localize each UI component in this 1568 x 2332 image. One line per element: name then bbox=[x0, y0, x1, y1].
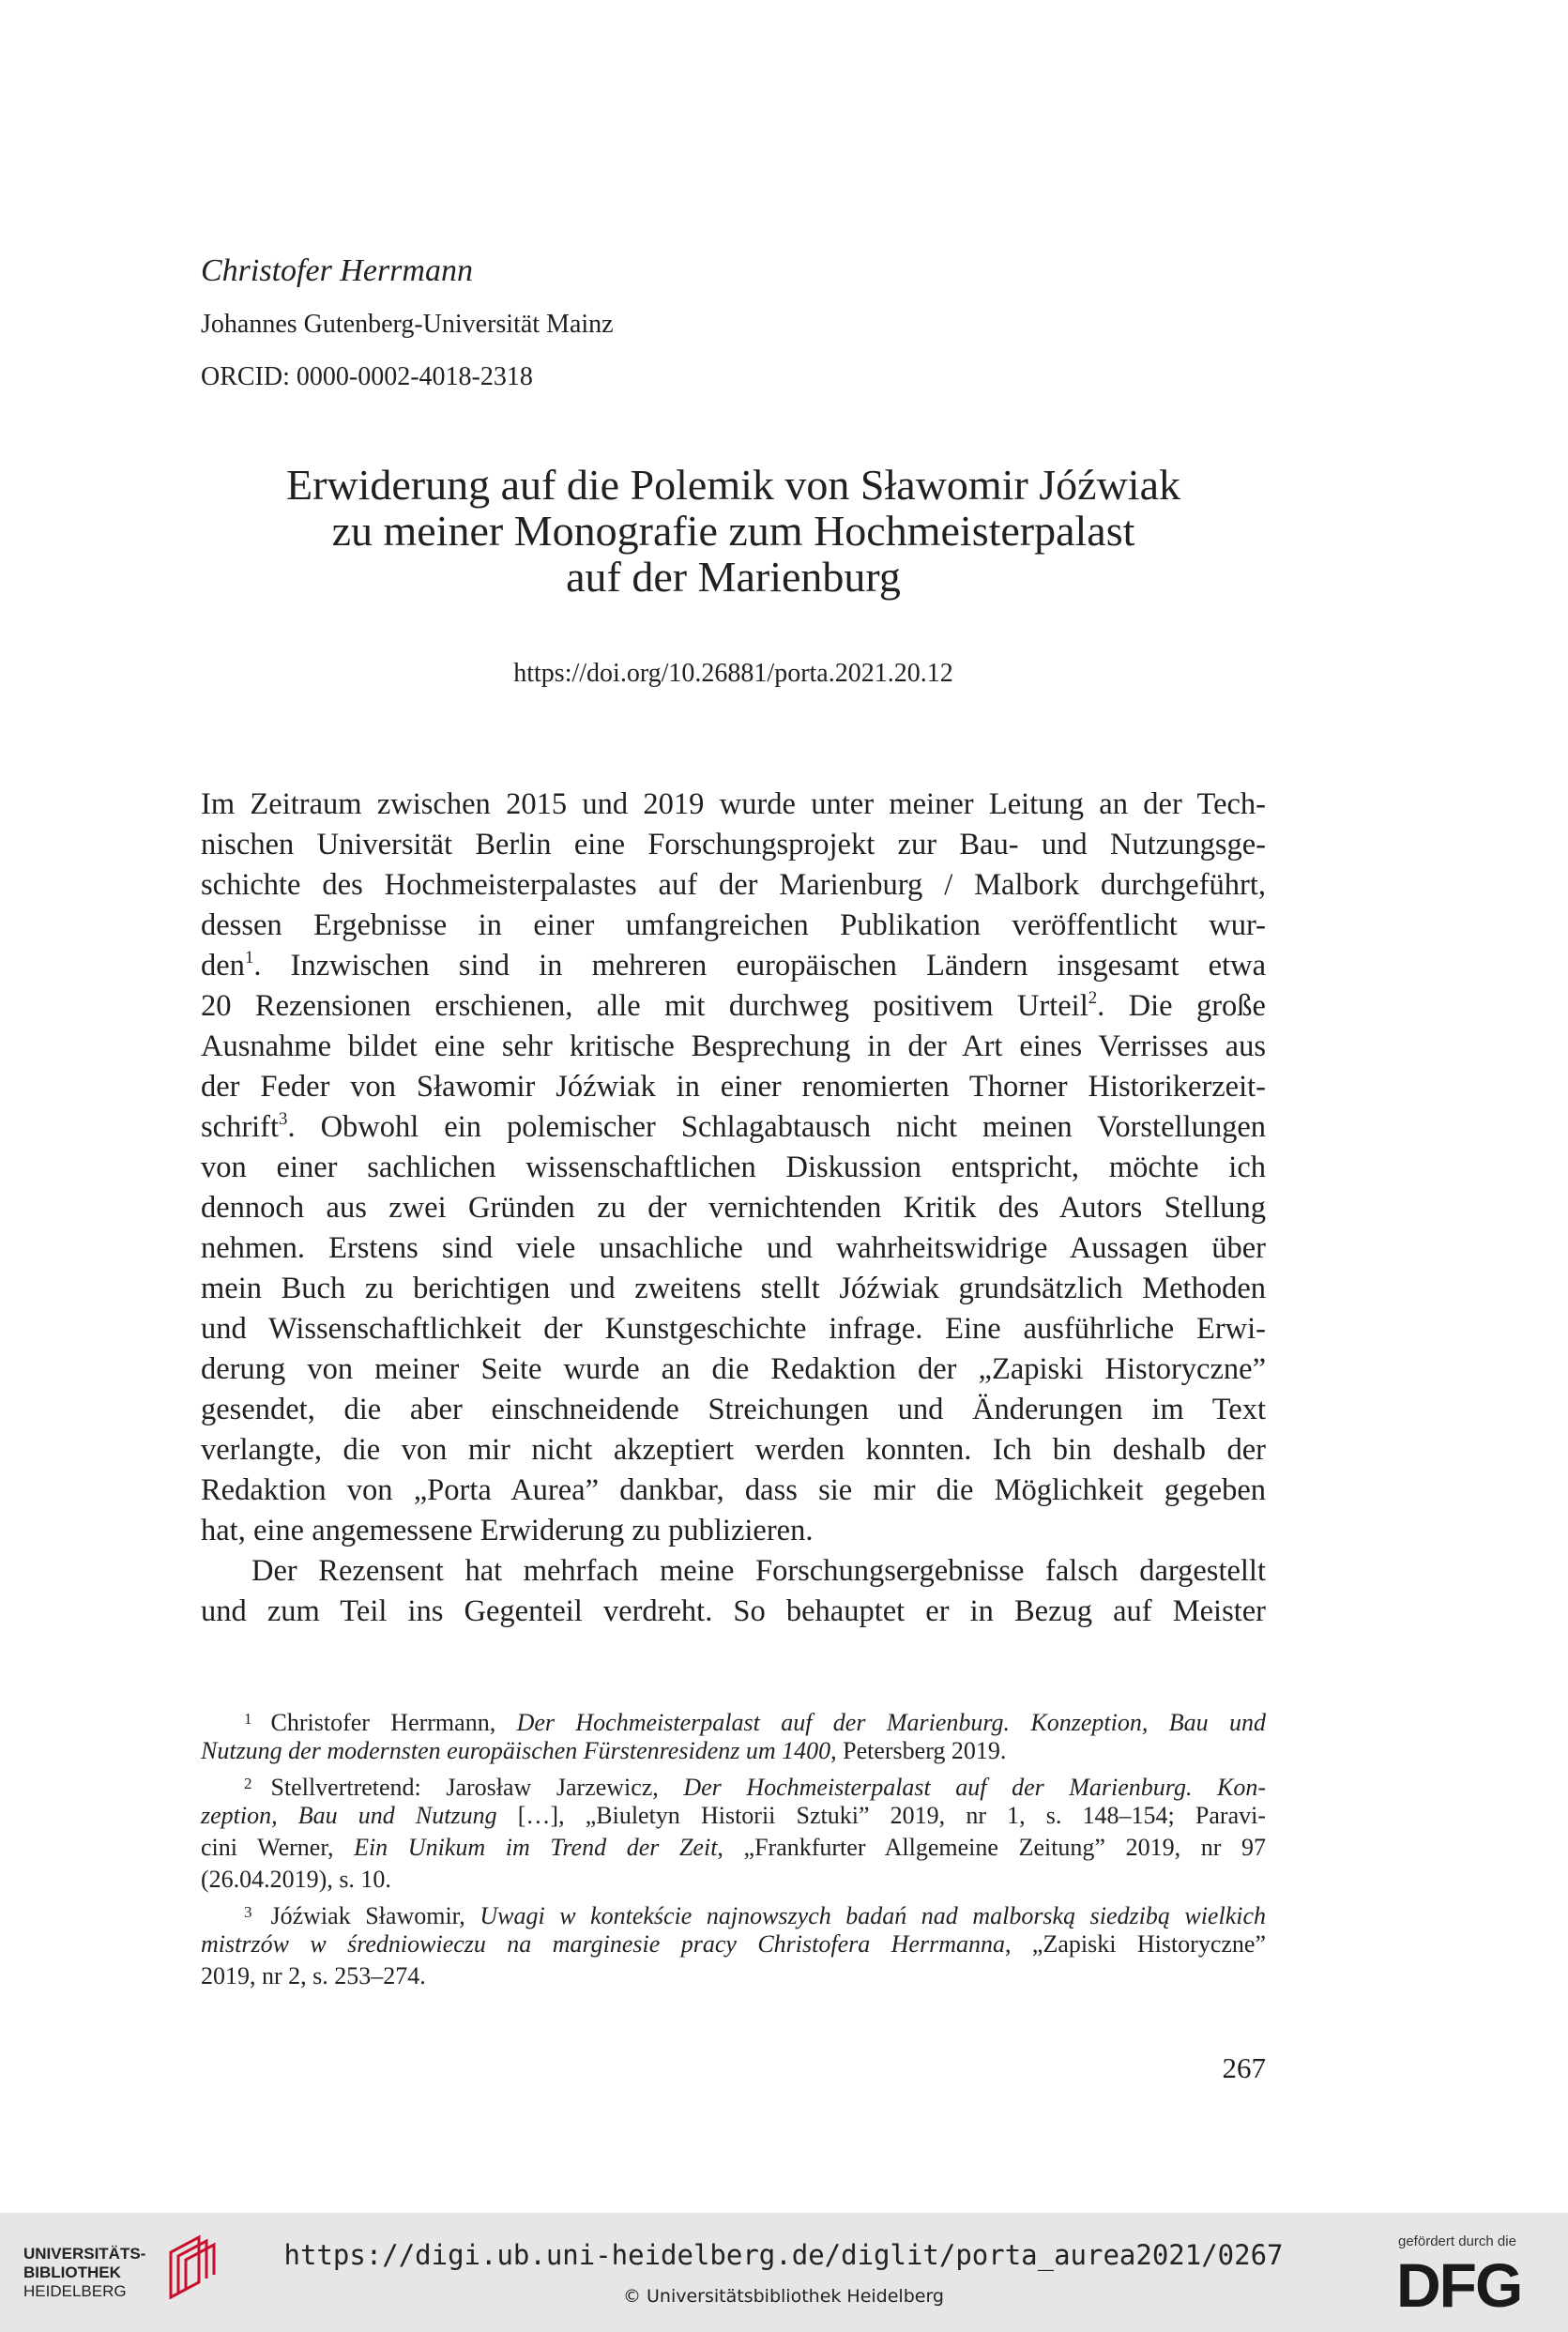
footnote-ref[interactable]: 1 bbox=[244, 947, 254, 968]
body-line: Im Zeitraum zwischen 2015 und 2019 wurde unter meiner Leitung an der Tech- bbox=[201, 787, 1266, 821]
footnote-line: cini Werner, Ein Unikum im Trend der Zeit, „Frankfurter Allgemeine Zeitung” 2019, nr 97 bbox=[201, 1834, 1266, 1861]
footnote-number: 1 bbox=[244, 1710, 252, 1728]
library-name-line: UNIVERSITÄTS- bbox=[23, 2245, 146, 2263]
funding-caption: gefördert durch die bbox=[1398, 2233, 1516, 2249]
author-affiliation: Johannes Gutenberg-Universität Mainz bbox=[201, 310, 614, 339]
body-line: dennoch aus zwei Gründen zu der vernichtenden Kritik des Autors Stellung bbox=[201, 1191, 1266, 1225]
body-line: mein Buch zu berichtigen und zweitens stellt Jóźwiak grundsätzlich Methoden bbox=[201, 1272, 1266, 1305]
footnote-line: Nutzung der modernsten europäischen Fürstenresidenz um 1400, Petersberg 2019. bbox=[201, 1737, 1007, 1764]
body-line: schrift$^3$. Obwohl ein polemischer Schlagabtausch nicht meinen Vorstellungen bbox=[201, 1108, 1266, 1144]
body-line: Ausnahme bildet eine sehr kritische Besprechung in der Art eines Verrisses aus bbox=[201, 1029, 1266, 1063]
author-name: Christofer Herrmann bbox=[201, 253, 473, 288]
library-name-line: BIBLIOTHEK bbox=[23, 2263, 121, 2281]
footnote-number: 2 bbox=[244, 1775, 252, 1792]
footer-copyright: © Universitätsbibliothek Heidelberg bbox=[622, 2286, 944, 2307]
page-number: 267 bbox=[1222, 2051, 1266, 2084]
body-line: Der Rezensent hat mehrfach meine Forschungsergebnisse falsch dargestellt bbox=[251, 1554, 1266, 1588]
body-line: schichte des Hochmeisterpalastes auf der Marienburg / Malbork durchgeführt, bbox=[201, 868, 1266, 902]
body-line: Redaktion von „Porta Aurea” dankbar, dass sie mir die Möglichkeit gegeben bbox=[201, 1473, 1266, 1507]
footnote-ref[interactable]: 2 bbox=[1088, 987, 1098, 1008]
body-line: hat, eine angemessene Erwiderung zu publizieren. bbox=[201, 1514, 814, 1547]
footnote-line: zeption, Bau und Nutzung […], „Biuletyn Historii Sztuki” 2019, nr 1, s. 148–154; Paravi- bbox=[201, 1802, 1266, 1829]
doi-link[interactable]: https://doi.org/10.26881/porta.2021.20.12 bbox=[513, 659, 953, 688]
footnote-number: 3 bbox=[244, 1903, 252, 1921]
body-line: den$^1$. Inzwischen sind in mehreren europäischen Ländern insgesamt etwa bbox=[201, 947, 1266, 983]
footer-url-link[interactable]: https://digi.ub.uni-heidelberg.de/diglit/porta_aurea2021/0267 bbox=[283, 2239, 1284, 2271]
footnote-line: mistrzów w średniowieczu na marginesie pracy Christofera Herrmanna, „Zapiski Historyczne” bbox=[201, 1930, 1267, 1958]
footnote-line: 1 Christofer Herrmann, Der Hochmeisterpalast auf der Marienburg. Konzeption, Bau und bbox=[201, 1703, 1266, 1739]
library-name-line: HEIDELBERG bbox=[23, 2282, 127, 2300]
body-line: nischen Universität Berlin eine Forschungsprojekt zur Bau- und Nutzungsge- bbox=[201, 828, 1266, 861]
footnote-ref[interactable]: 3 bbox=[279, 1108, 288, 1129]
body-line: nehmen. Erstens sind viele unsachliche und wahrheitswidrige Aussagen über bbox=[201, 1231, 1266, 1265]
library-logo[interactable] bbox=[23, 2245, 145, 2301]
title-line: zu meiner Monografie zum Hochmeisterpalast bbox=[331, 507, 1135, 555]
body-line: gesendet, die aber einschneidende Streichungen und Änderungen im Text bbox=[201, 1393, 1266, 1426]
body-line: dessen Ergebnisse in einer umfangreichen Publikation veröffentlicht wur- bbox=[201, 908, 1266, 942]
body-line: verlangte, die von mir nicht akzeptiert werden konnten. Ich bin deshalb der bbox=[201, 1433, 1266, 1467]
body-line: derung von meiner Seite wurde an die Redaktion der „Zapiski Historyczne” bbox=[201, 1352, 1266, 1386]
footer-bar bbox=[0, 2213, 1568, 2332]
dfg-logo[interactable]: DFG bbox=[1396, 2250, 1522, 2320]
footnote-line: 2 Stellvertretend: Jarosław Jarzewicz, Der Hochmeisterpalast auf der Marienburg. Kon- bbox=[201, 1768, 1266, 1804]
footnote-line: 3 Jóźwiak Sławomir, Uwagi w kontekście najnowszych badań nad malborską siedzibą wielkich bbox=[201, 1897, 1266, 1932]
footnote-line: (26.04.2019), s. 10. bbox=[201, 1866, 391, 1893]
article-title bbox=[201, 462, 1266, 600]
body-line: 20 Rezensionen erschienen, alle mit durchweg positivem Urteil$^2$. Die große bbox=[201, 987, 1266, 1023]
body-line: von einer sachlichen wissenschaftlichen Diskussion entspricht, möchte ich bbox=[201, 1151, 1266, 1184]
library-logo-mark-icon bbox=[161, 2232, 221, 2299]
title-line: Erwiderung auf die Polemik von Sławomir Jóźwiak bbox=[285, 461, 1181, 509]
body-line: und Wissenschaftlichkeit der Kunstgeschichte infrage. Eine ausführliche Erwi- bbox=[201, 1312, 1266, 1346]
footnote-line: 2019, nr 2, s. 253–274. bbox=[201, 1962, 426, 1989]
body-line: der Feder von Sławomir Jóźwiak in einer renomierten Thorner Historikerzeit- bbox=[201, 1070, 1266, 1104]
body-line: und zum Teil ins Gegenteil verdreht. So behauptet er in Bezug auf Meister bbox=[201, 1594, 1266, 1628]
author-orcid: ORCID: 0000-0002-4018-2318 bbox=[201, 362, 533, 391]
title-line: auf der Marienburg bbox=[566, 553, 901, 601]
